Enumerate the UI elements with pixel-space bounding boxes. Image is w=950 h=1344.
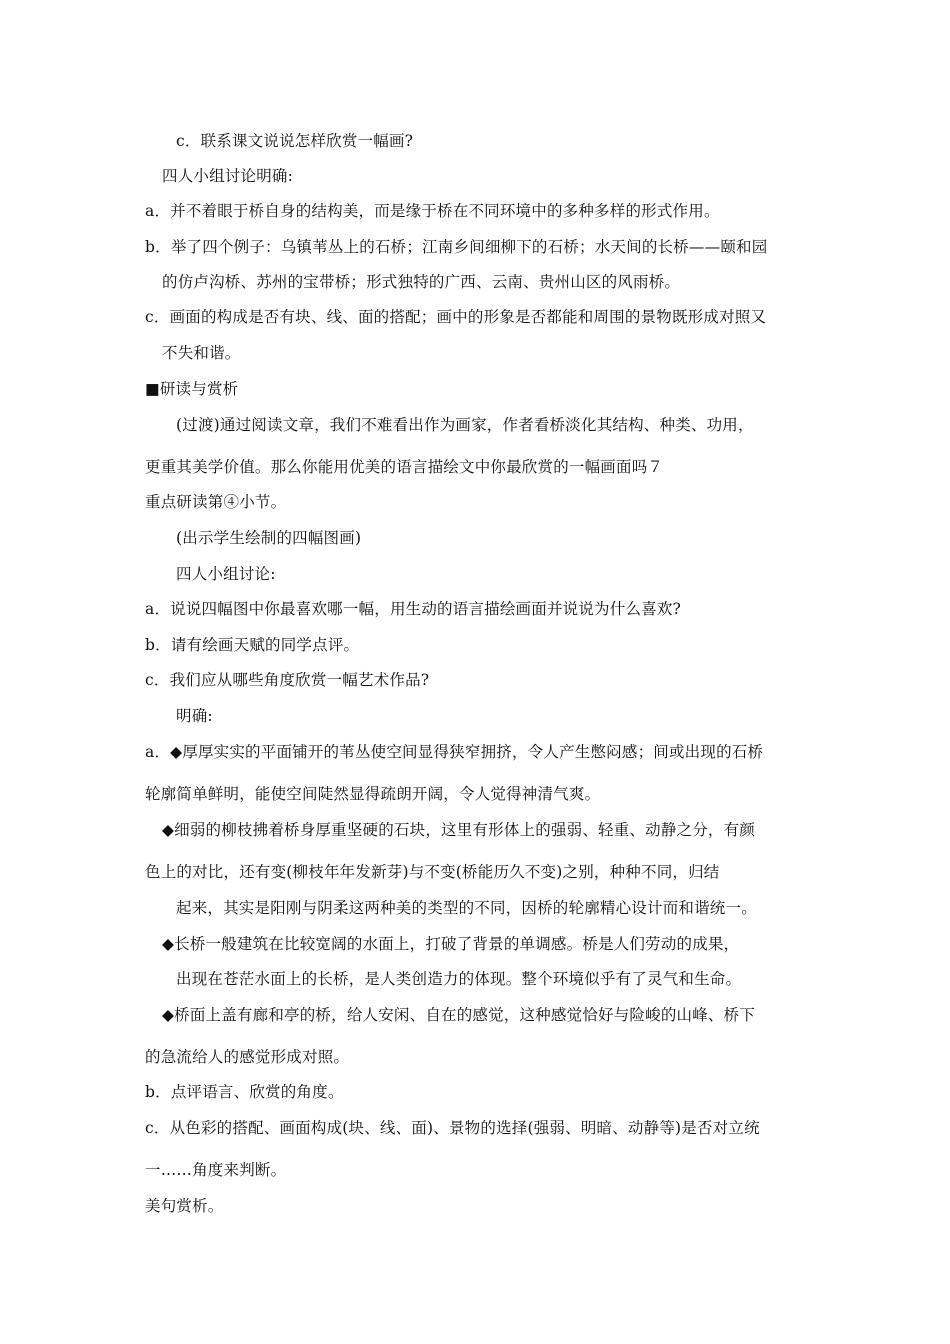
comment-c-line-2: 一……角度来判断。 [145, 1161, 287, 1179]
long-bridge-line-2: 出现在苍茫水面上的长桥，是人类创造力的体现。整个环境似乎有了灵气和生命。 [176, 970, 742, 988]
question-c-line: c．联系课文说说怎样欣赏一幅画? [176, 132, 414, 150]
willow-paragraph-line-2: 色上的对比，还有变(柳枝年年发新芽)与不变(桥能历久不变)之别，种种不同，归结 [145, 863, 720, 881]
show-drawings-line: (出示学生绘制的四幅图画) [176, 529, 362, 547]
comment-c-line-1: c．从色彩的搭配、画面构成(块、线、面)、景物的选择(强弱、明暗、动静等)是否对立统 [145, 1119, 760, 1137]
answer-c-line-2: 不失和谐。 [162, 344, 241, 362]
discussion-heading: 四人小组讨论明确: [162, 167, 294, 185]
answer-b-line-2: 的仿卢沟桥、苏州的宝带桥；形式独特的广西、云南、贵州山区的风雨桥。 [162, 273, 681, 291]
transition-line-1: (过渡)通过阅读文章，我们不难看出作为画家，作者看桥淡化其结构、种类、功用， [176, 416, 754, 434]
focus-reading-line: 重点研读第④小节。 [145, 493, 287, 511]
clarify-a-line-2: 轮廓简单鲜明，能使空间陡然显得疏朗开阔，令人觉得神清气爽。 [145, 785, 601, 803]
discussion-a-line: a．说说四幅图中你最喜欢哪一幅，用生动的语言描绘画面并说说为什么喜欢? [145, 600, 682, 618]
covered-bridge-line-2: 的急流给人的感觉形成对照。 [145, 1048, 350, 1066]
willow-paragraph-line-1: ◆细弱的柳枝拂着桥身厚重坚硬的石块，这里有形体上的强弱、轻重、动静之分，有颜 [162, 821, 756, 839]
answer-c-line-1: c．画面的构成是否有块、线、面的搭配；画中的形象是否都能和周围的景物既形成对照又 [145, 308, 767, 326]
sentence-appreciation-line: 美句赏析。 [145, 1197, 224, 1215]
clarify-heading: 明确: [176, 707, 213, 725]
transition-line-2: 更重其美学价值。那么你能用优美的语言描绘文中你最欣赏的一幅画面吗７ [145, 458, 664, 476]
long-bridge-line-1: ◆长桥一般建筑在比较宽阔的水面上，打破了背景的单调感。桥是人们劳动的成果， [162, 935, 740, 953]
willow-paragraph-line-3: 起来，其实是阳刚与阴柔这两种美的类型的不同，因桥的轮廓精心设计而和谐统一。 [176, 899, 757, 917]
discussion-c-line: c．我们应从哪些角度欣赏一幅艺术作品? [145, 671, 430, 689]
comment-b-line: b．点评语言、欣赏的角度。 [145, 1083, 344, 1101]
covered-bridge-line-1: ◆桥面上盖有廊和亭的桥，给人安闲、自在的感觉，这种感觉恰好与险峻的山峰、桥下 [162, 1006, 756, 1024]
group-discussion-heading: 四人小组讨论: [176, 565, 276, 583]
answer-a-line: a．并不着眼于桥自身的结构美，而是缘于桥在不同环境中的多种多样的形式作用。 [145, 202, 720, 220]
discussion-b-line: b．请有绘画天赋的同学点评。 [145, 636, 360, 654]
section-heading-study: ■研读与赏析 [145, 380, 239, 398]
clarify-a-line-1: a．◆厚厚实实的平面铺开的苇丛使空间显得狭窄拥挤，令人产生憋闷感；间或出现的石桥 [145, 743, 764, 761]
answer-b-line-1: b．举了四个例子：乌镇苇丛上的石桥；江南乡间细柳下的石桥；水天间的长桥——颐和园 [145, 238, 768, 256]
